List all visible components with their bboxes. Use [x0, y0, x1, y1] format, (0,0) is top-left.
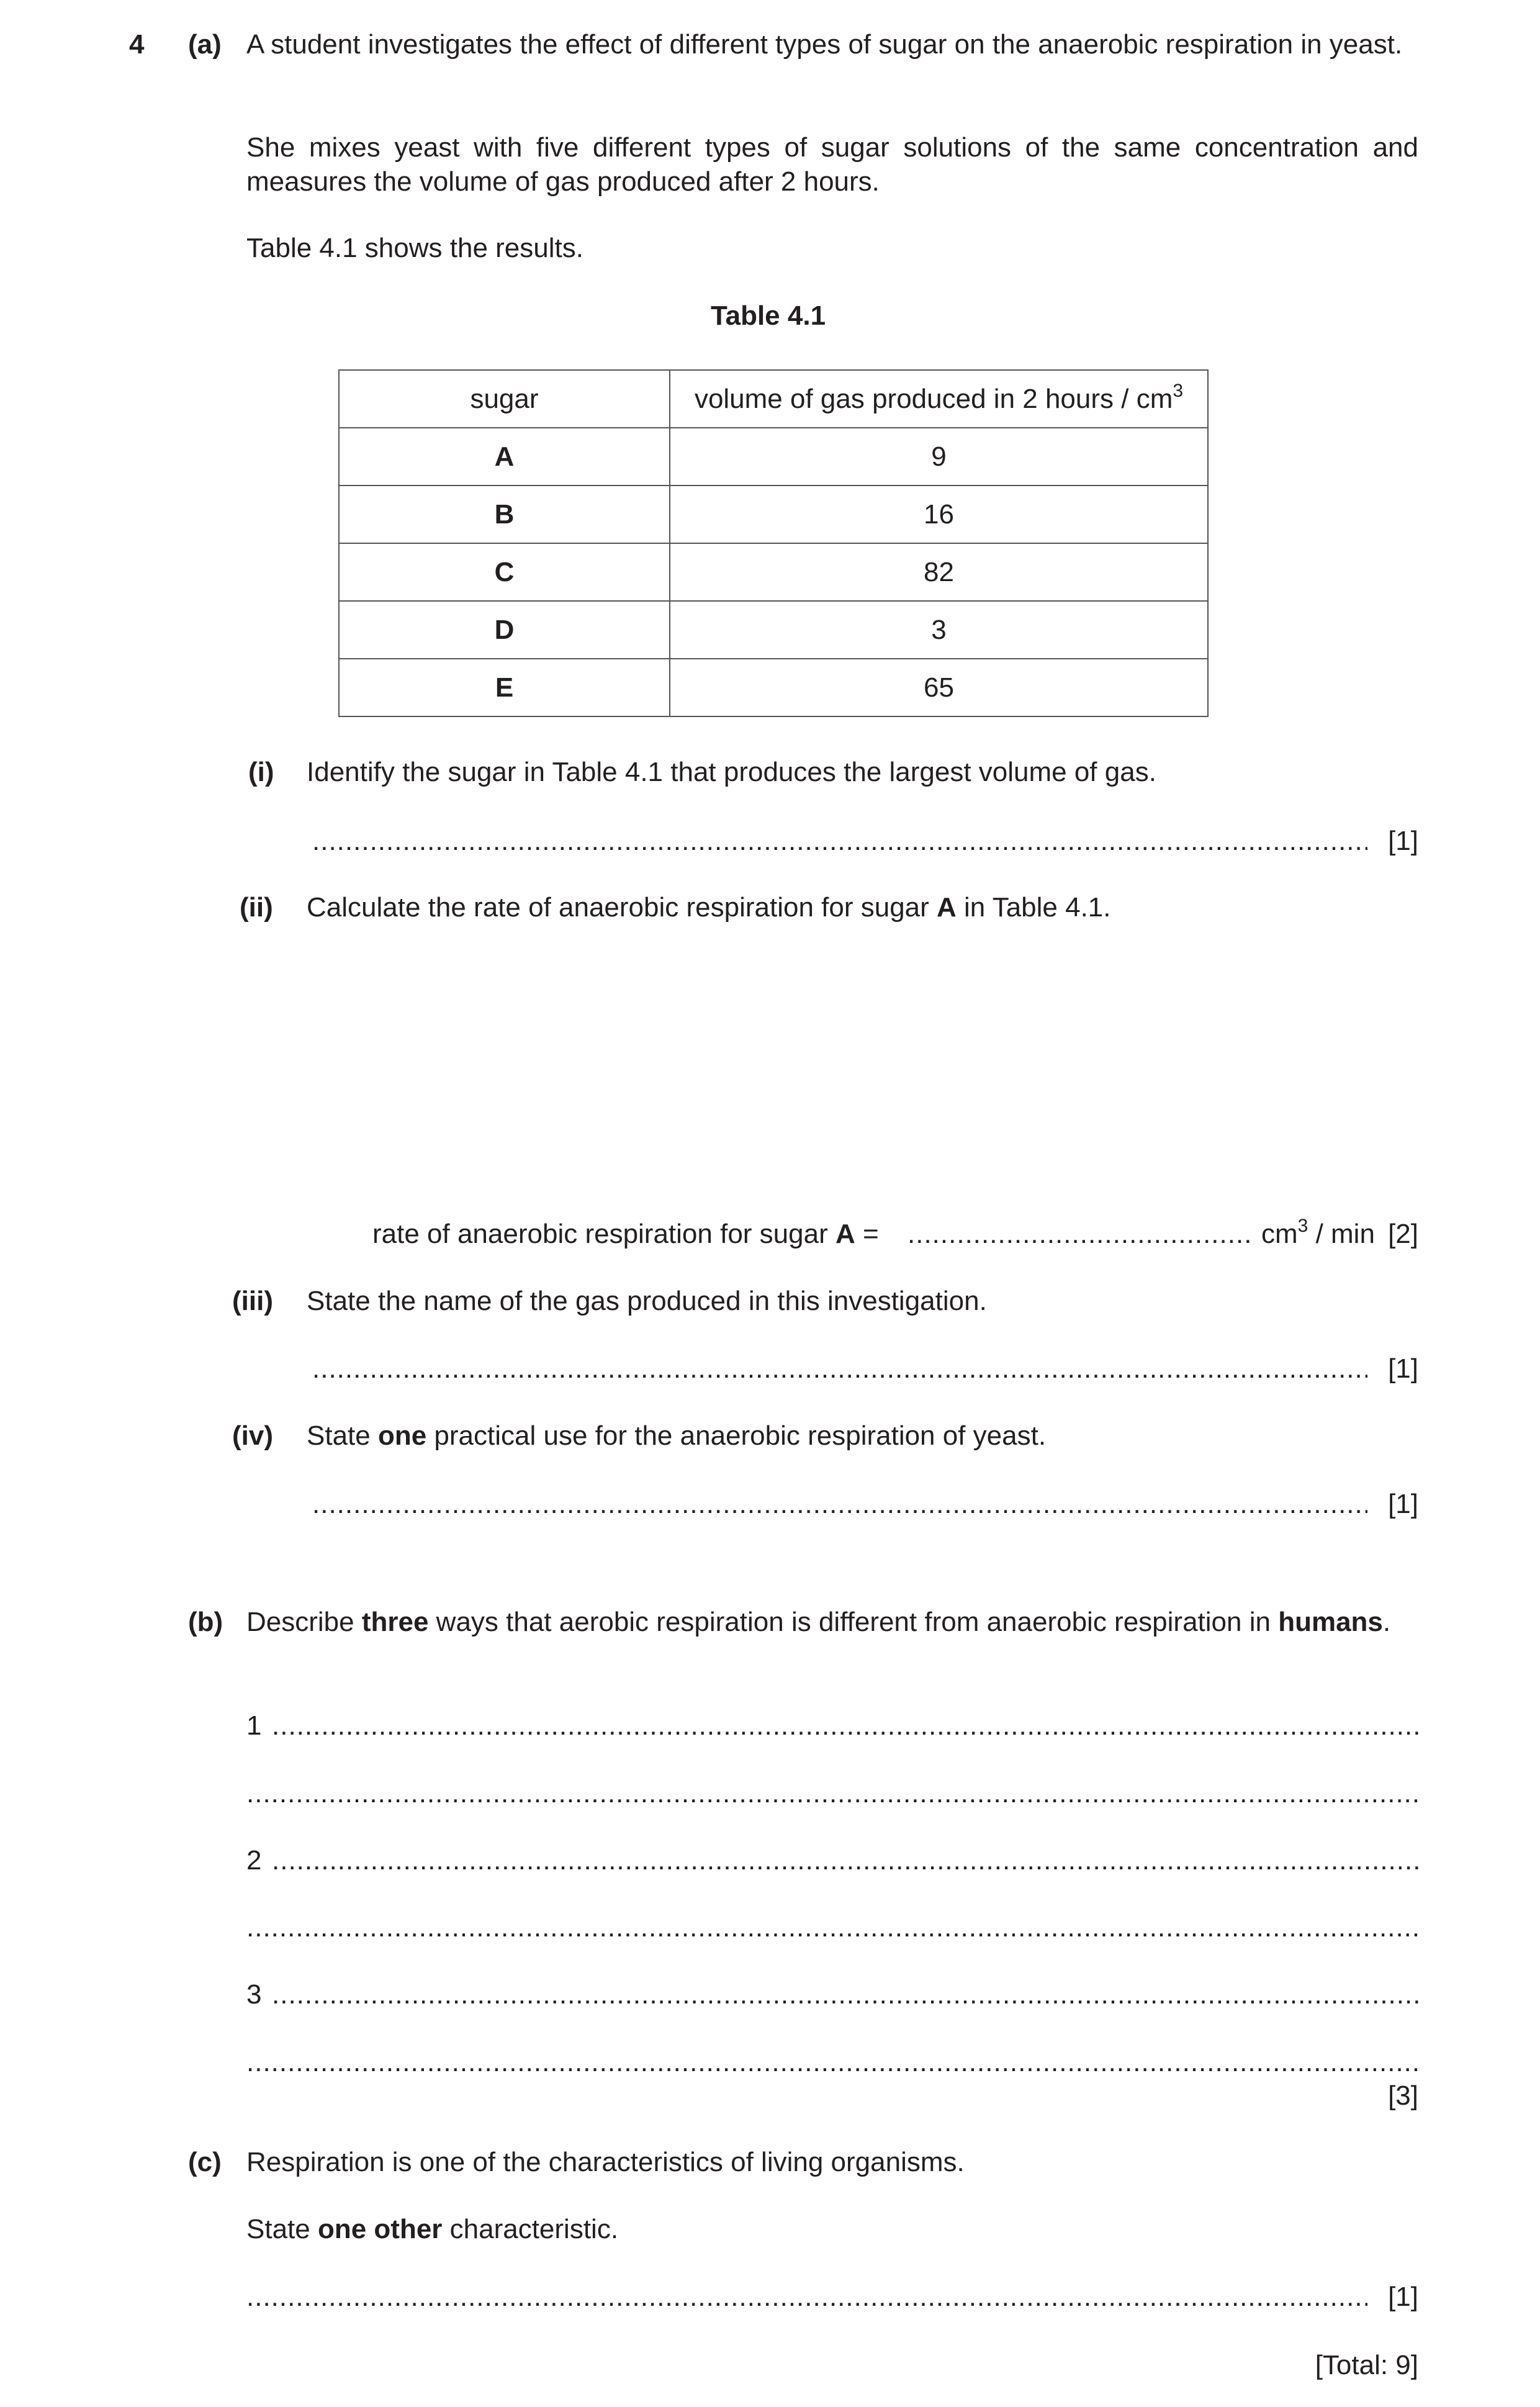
subpart-ii-label: (ii) [240, 892, 273, 923]
answer-number-3: 3 [246, 1979, 262, 2010]
answer-line-b-2b[interactable] [246, 1910, 1418, 1944]
part-c-text-1: Respiration is one of the characteristics of living organisms. [246, 2147, 965, 2177]
answer-line-iii[interactable] [312, 1352, 1367, 1386]
table-row [339, 659, 1208, 716]
mark-ii: [2] [1388, 1219, 1418, 1249]
mark-c: [1] [1388, 2282, 1418, 2312]
part-c-text-2: State one other characteristic. [246, 2214, 619, 2244]
answer-line-iv[interactable] [312, 1487, 1367, 1521]
answer-line-c[interactable] [246, 2280, 1367, 2314]
volume-cell: 82 [670, 543, 1208, 601]
sugar-cell: D [339, 601, 670, 659]
answer-line-i[interactable] [312, 824, 1367, 858]
subpart-ii-text: Calculate the rate of anaerobic respiration for sugar A in Table 4.1. [307, 892, 1111, 923]
table-row [339, 428, 1208, 485]
volume-cell: 16 [670, 485, 1208, 543]
volume-cell: 65 [670, 659, 1208, 716]
header-sugar: sugar [339, 370, 670, 428]
rate-unit: $cm^3$ / min [1261, 1216, 1375, 1249]
part-a-intro-3: Table 4.1 shows the results. [246, 233, 583, 263]
answer-line-b-3a[interactable] [272, 1977, 1418, 2012]
table-row [339, 601, 1208, 659]
question-number: 4 [129, 29, 145, 60]
answer-number-2: 2 [246, 1845, 262, 1876]
part-b-text: Describe three ways that aerobic respiration is different from anaerobic respiration in humans. [246, 1607, 1391, 1637]
header-volume: volume of gas produced in 2 hours / $cm^3$ [670, 370, 1208, 428]
table-caption: Table 4.1 [711, 300, 826, 331]
table-row [339, 543, 1208, 601]
part-c-label: (c) [188, 2147, 222, 2177]
mark-i: [1] [1388, 826, 1418, 856]
subpart-i-label: (i) [248, 757, 274, 787]
table-row [339, 485, 1208, 543]
answer-line-ii[interactable] [907, 1217, 1252, 1251]
subpart-iv-label: (iv) [232, 1420, 273, 1451]
volume-cell: 3 [670, 601, 1208, 659]
subpart-i-text: Identify the sugar in Table 4.1 that produces the largest volume of gas. [307, 757, 1156, 787]
sugar-cell: A [339, 428, 670, 485]
sugar-cell: E [339, 659, 670, 716]
answer-number-1: 1 [246, 1710, 262, 1741]
total-marks: [Total: 9] [1315, 2350, 1418, 2380]
answer-line-b-1b[interactable] [246, 1776, 1418, 1810]
mark-iv: [1] [1388, 1489, 1418, 1519]
part-a-intro-2: She mixes yeast with five different types of sugar solutions of the same concentration and measures the volume of gas produced after 2 hours. [246, 132, 1418, 197]
results-table [338, 369, 1209, 717]
sugar-cell: C [339, 543, 670, 601]
part-b-label: (b) [188, 1607, 223, 1637]
sugar-cell: B [339, 485, 670, 543]
part-a-intro-1: A student investigates the effect of different types of sugar on the anaerobic respiration in yeast. [246, 29, 1403, 60]
subpart-iv-text: State one practical use for the anaerobic respiration of yeast. [307, 1420, 1047, 1451]
answer-line-b-2a[interactable] [272, 1843, 1418, 1877]
mark-b: [3] [1388, 2080, 1418, 2111]
subpart-iii-label: (iii) [232, 1286, 273, 1316]
mark-iii: [1] [1388, 1353, 1418, 1384]
part-a-label: (a) [188, 29, 222, 60]
rate-answer-label: rate of anaerobic respiration for sugar A = [372, 1219, 879, 1249]
subpart-iii-text: State the name of the gas produced in this investigation. [307, 1286, 987, 1316]
answer-line-b-3b[interactable] [246, 2045, 1418, 2079]
volume-cell: 9 [670, 428, 1208, 485]
table-header-row [339, 370, 1208, 428]
answer-line-b-1a[interactable] [272, 1709, 1418, 1743]
